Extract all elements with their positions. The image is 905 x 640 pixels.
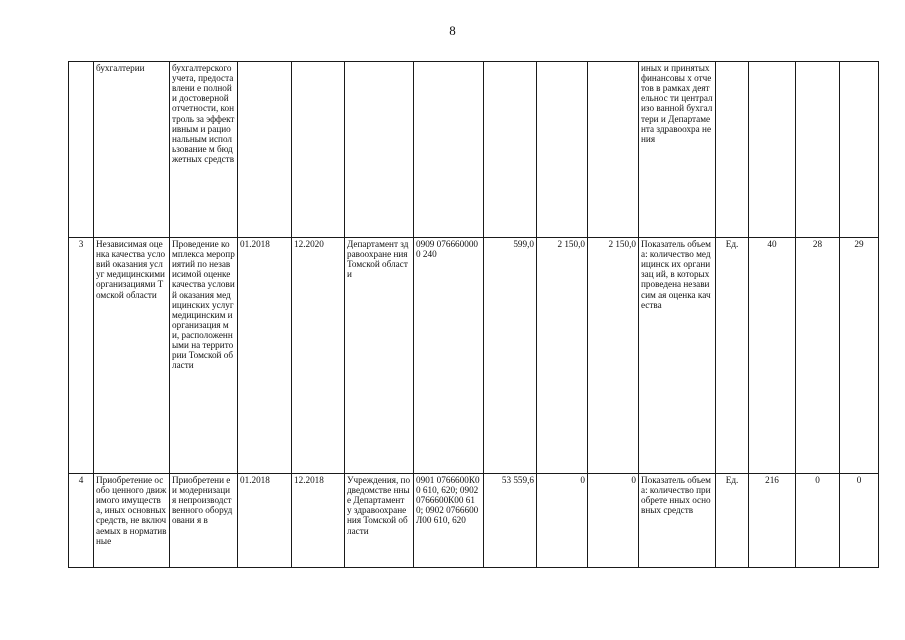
measure-name: бухгалтерии (94, 62, 170, 238)
indicator-description: Показатель объема: количество медицинск их организац ий, в которых проведена независим ая оценка качества (639, 238, 716, 474)
funding-year-3: 0 (588, 474, 639, 568)
measure-description: бухгалтерского учета, предоставлени е полной и достоверной отчетности, контроль за эффективным и рациональным использование м бюджетных средств (170, 62, 238, 238)
indicator-year-1 (749, 62, 796, 238)
indicator-year-3: 0 (840, 474, 879, 568)
start-date: 01.2018 (238, 474, 292, 568)
executor: Департамент здравоохране ния Томской области (345, 238, 414, 474)
indicator-year-2 (796, 62, 840, 238)
executor (345, 62, 414, 238)
indicator-year-3: 29 (840, 238, 879, 474)
page-number: 8 (449, 23, 456, 38)
funding-year-3: 2 150,0 (588, 238, 639, 474)
row-index: 4 (69, 474, 94, 568)
indicator-year-2: 28 (796, 238, 840, 474)
funding-year-3 (588, 62, 639, 238)
row-index (69, 62, 94, 238)
program-measures-table (68, 61, 879, 568)
unit (716, 62, 749, 238)
table-row (69, 238, 879, 474)
unit: Ед. (716, 238, 749, 474)
indicator-year-3 (840, 62, 879, 238)
measure-description: Проведение комплекса мероприятий по независимой оценке качества условий оказания медицинских услуг медицинским и организация ми, расположенн ыми на территории Томской области (170, 238, 238, 474)
indicator-description: Показатель объема: количество приобрете нных основных средств (639, 474, 716, 568)
budget-code (414, 62, 484, 238)
table-row (69, 474, 879, 568)
table-row (69, 62, 879, 238)
budget-code: 0909 0766600000 240 (414, 238, 484, 474)
funding-year-1 (484, 62, 537, 238)
funding-year-1: 53 559,6 (484, 474, 537, 568)
indicator-year-1: 216 (749, 474, 796, 568)
start-date (238, 62, 292, 238)
funding-year-2: 0 (537, 474, 588, 568)
indicator-year-2: 0 (796, 474, 840, 568)
funding-year-1: 599,0 (484, 238, 537, 474)
end-date: 12.2020 (292, 238, 345, 474)
funding-year-2 (537, 62, 588, 238)
measure-name: Независимая оценка качества условий оказания услуг медицинскими организациями Томской области (94, 238, 170, 474)
unit: Ед. (716, 474, 749, 568)
executor: Учреждения, подведомстве нные Департамент у здравоохране ния Томской области (345, 474, 414, 568)
funding-year-2: 2 150,0 (537, 238, 588, 474)
measure-name: Приобретение особо ценного движимого имущества, иных основных средств, не включаемых в нормативные (94, 474, 170, 568)
end-date (292, 62, 345, 238)
start-date: 01.2018 (238, 238, 292, 474)
budget-code: 0901 0766600К00 610, 620; 0902 0766600К00 610; 0902 0766600Л00 610, 620 (414, 474, 484, 568)
measure-description: Приобретени е и модернизаци я непроизводст венного оборудовани я в (170, 474, 238, 568)
row-index: 3 (69, 238, 94, 474)
end-date: 12.2018 (292, 474, 345, 568)
indicator-year-1: 40 (749, 238, 796, 474)
indicator-description: иных и принятых финансовы х отчетов в рамках деятельнос ти централизо ванной бухгалтери и Департаме нта здравоохра нения (639, 62, 716, 238)
